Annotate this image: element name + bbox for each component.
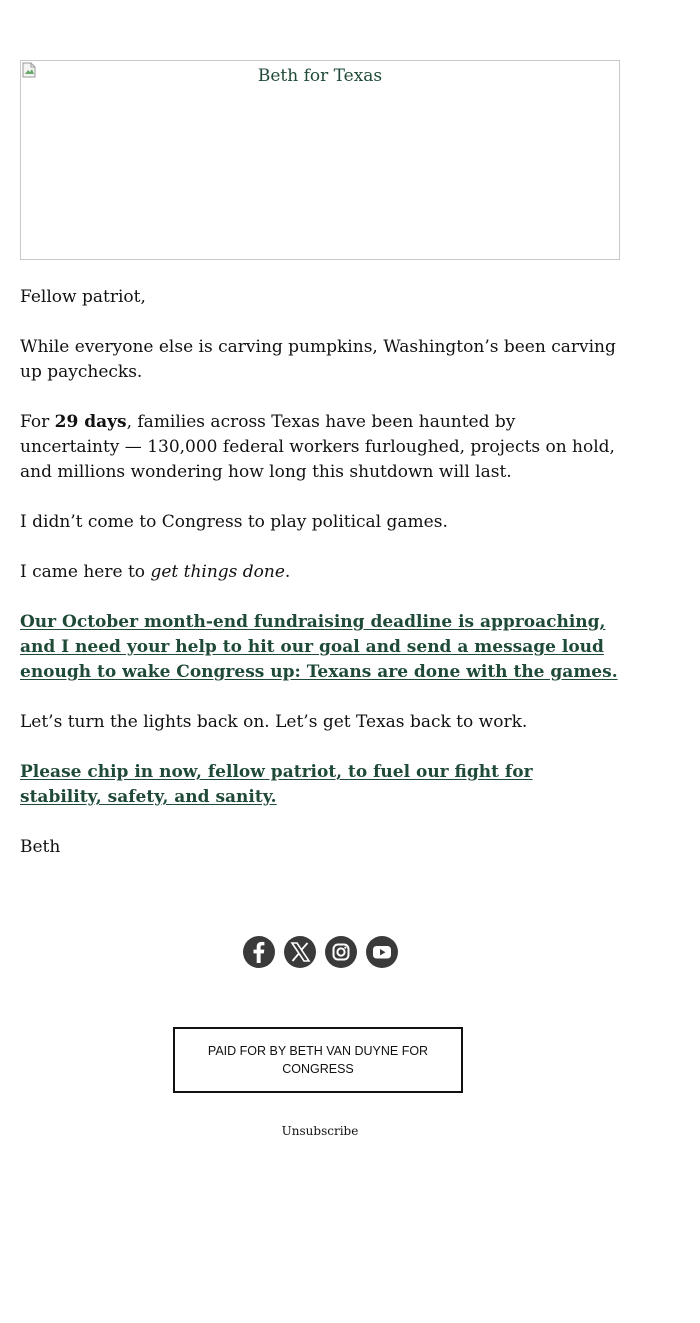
youtube-link[interactable] [366,936,398,968]
email-body [20,285,620,885]
paragraph-shutdown-lead: For [20,412,55,432]
paragraph-lead: I came here to [20,562,151,582]
deadline-donate-link[interactable]: Our October month-end fundraising deadline is approaching, and I need your help to hit our goal and send a message loud enough to wake Congress up: Texans are done with the games. [20,612,618,682]
x-link[interactable] [284,936,316,968]
greeting: Fellow patriot, [20,287,146,307]
paragraph-political-games: I didn’t come to Congress to play political games. [20,512,448,532]
days-count: 29 days [54,412,127,432]
instagram-icon [325,936,357,968]
social-links [0,936,640,968]
emphasis-text: get things done [150,562,285,582]
youtube-icon [366,936,398,968]
header-image-alt-text: Beth for Texas [257,66,383,86]
paragraph-shutdown [20,410,620,485]
unsubscribe-link[interactable]: Unsubscribe [281,1124,359,1138]
chip-in-donate-link[interactable]: Please chip in now, fellow patriot, to fuel our fight for stability, safety, and sanity. [20,762,533,807]
paragraph-chip-in [20,760,620,810]
x-icon [284,936,316,968]
paragraph-lights-on: Let’s turn the lights back on. Let’s get Texas back to work. [20,712,528,732]
facebook-icon [243,936,275,968]
instagram-link[interactable] [325,936,357,968]
facebook-link[interactable] [243,936,275,968]
paragraph-pumpkins: While everyone else is carving pumpkins, Washington’s been carving up paychecks. [20,337,616,382]
paragraph-end: . [284,562,291,582]
header-image[interactable] [20,60,620,260]
paragraph-deadline [20,610,620,685]
paid-for-disclaimer: PAID FOR BY BETH VAN DUYNE FOR CONGRESS [173,1027,463,1093]
paragraph-get-things-done [20,560,620,585]
signoff: Beth [20,837,61,857]
paragraph-shutdown-rest: , families across Texas have been haunted by uncertainty — 130,000 federal workers furloughed, projects on hold, and millions wondering how long this shutdown will last. [20,412,615,482]
